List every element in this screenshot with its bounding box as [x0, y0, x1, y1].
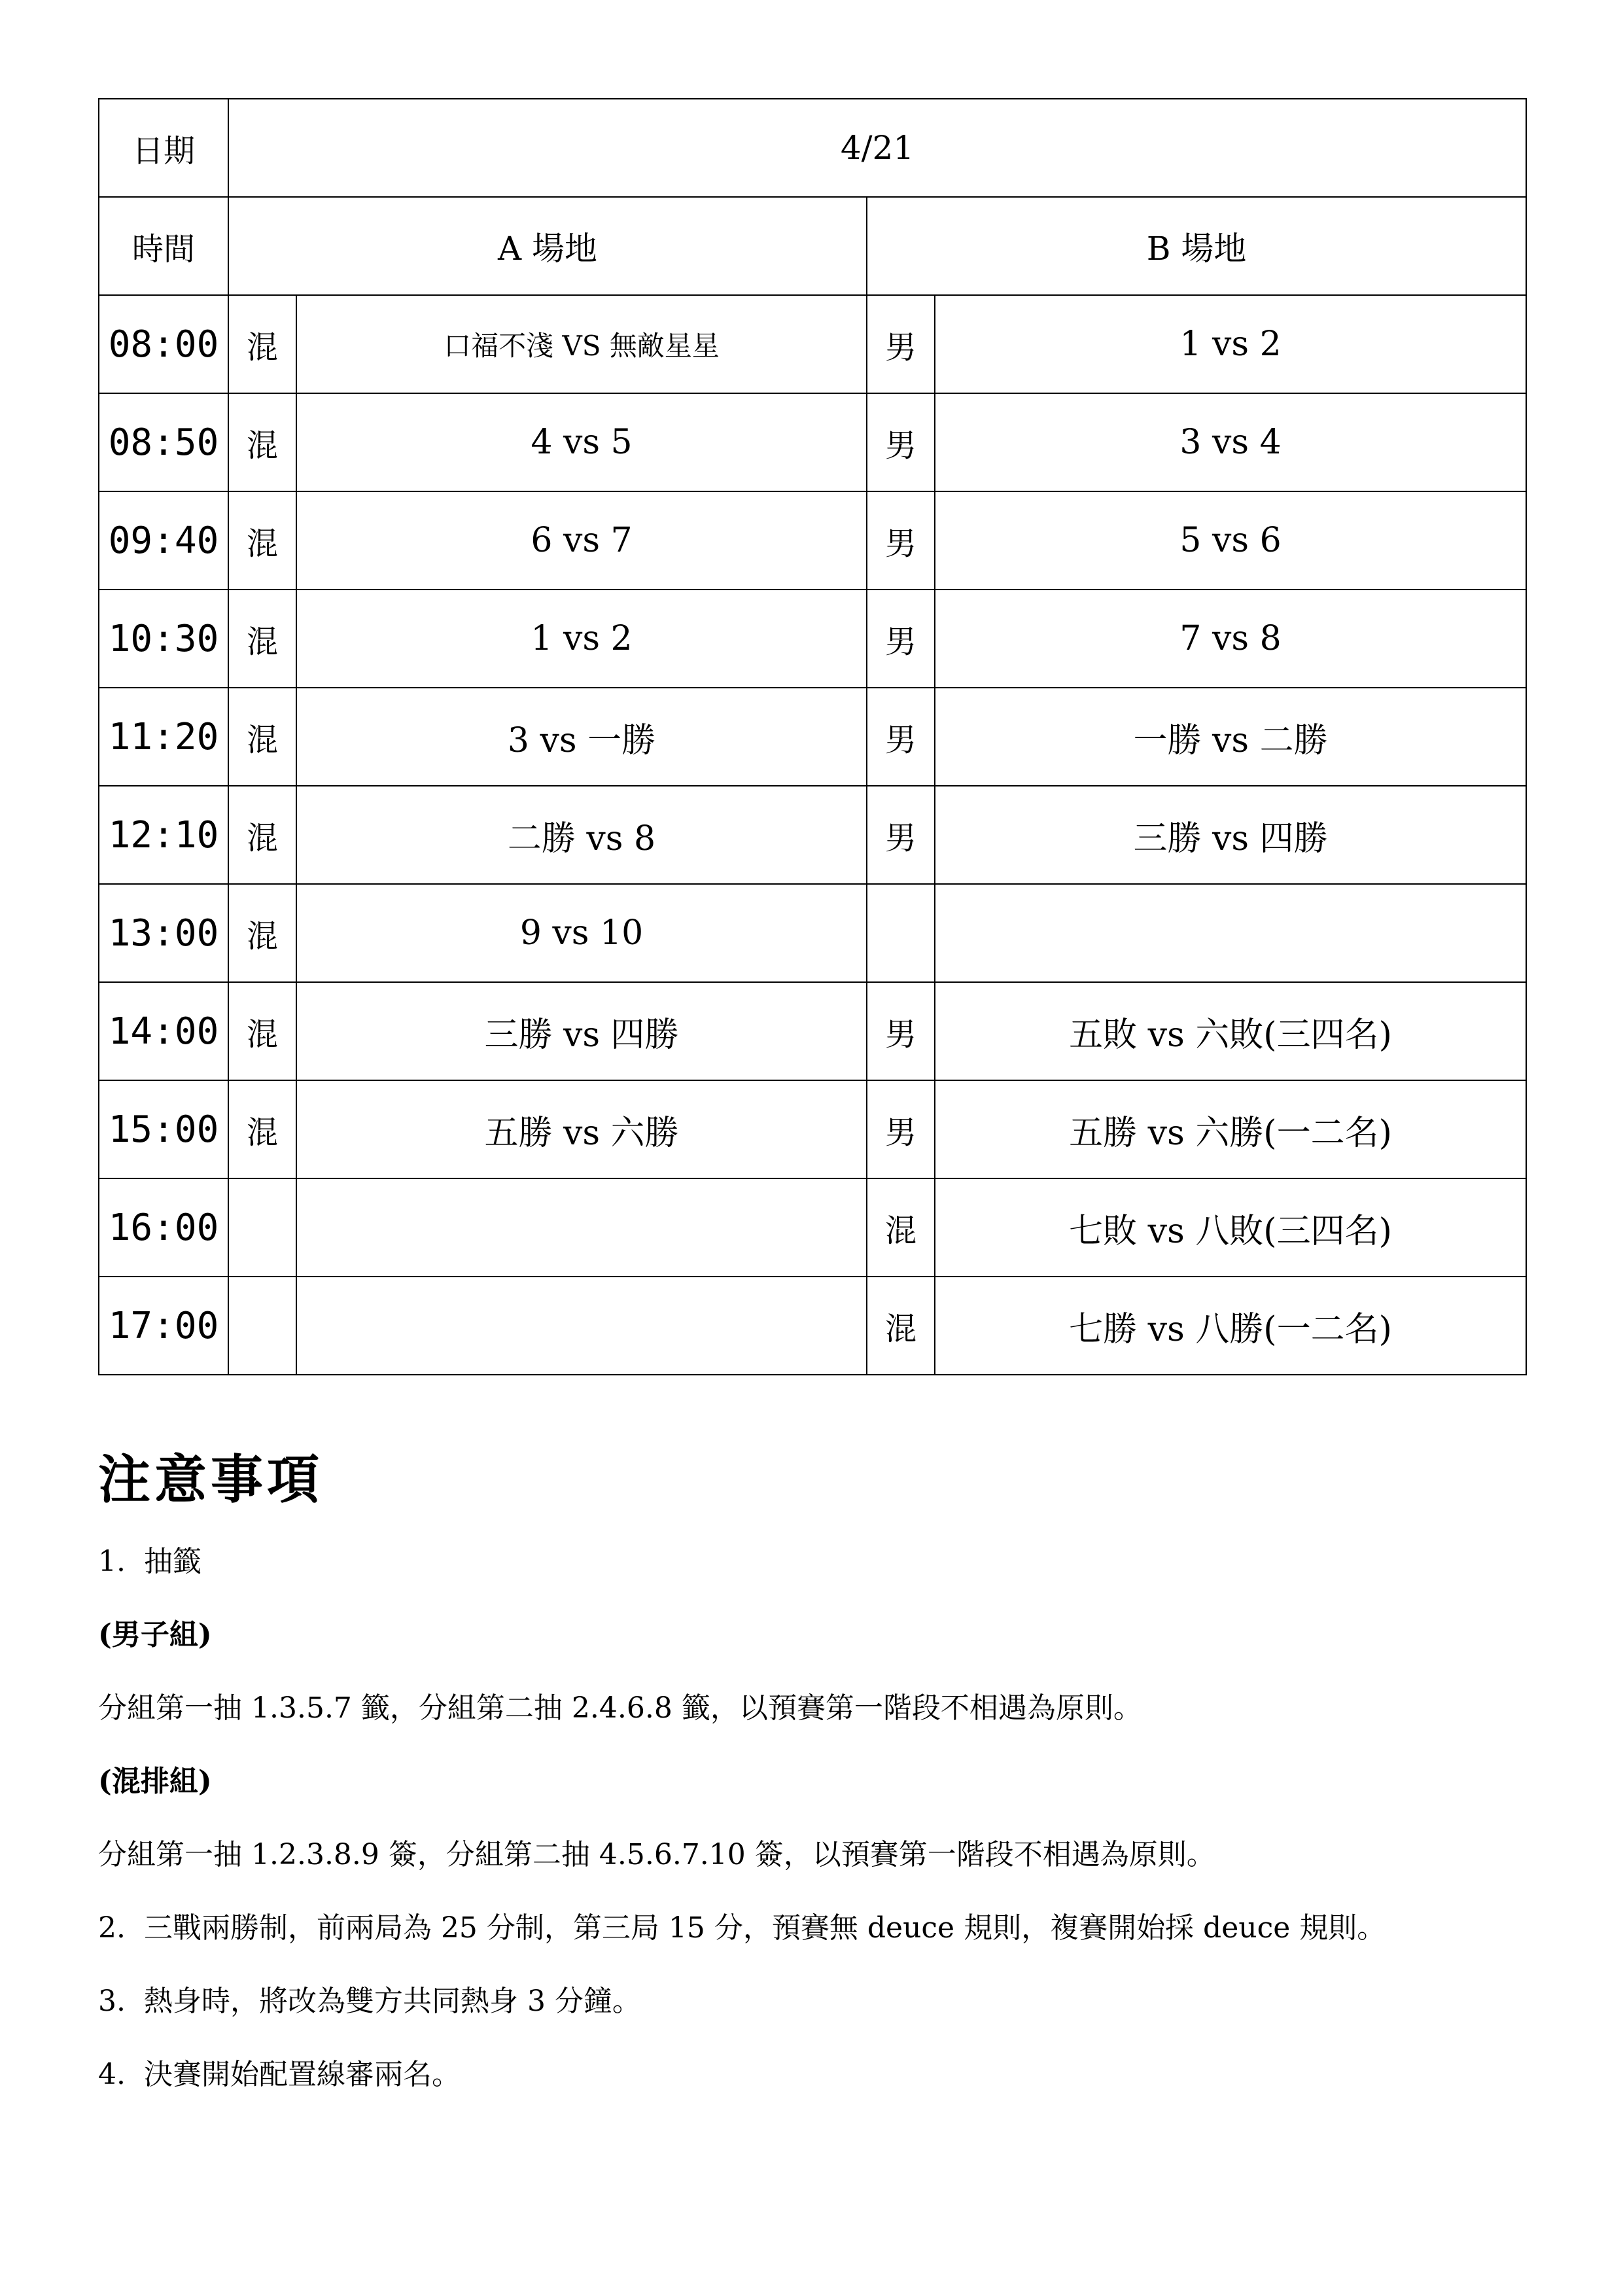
court-a-match-cell	[296, 1178, 867, 1277]
note-item-1: 1. 抽籤	[98, 1545, 201, 1578]
court-a-type-cell: 混	[228, 688, 296, 786]
note-item-4: 4. 決賽開始配置線審兩名。	[98, 2058, 461, 2091]
table-row	[99, 590, 1526, 688]
men-group-text: 分組第一抽 1.3.5.7 籤，分組第二抽 2.4.6.8 籤，以預賽第一階段不相遇為原則。	[98, 1691, 1142, 1725]
mixed-group-text: 分組第一抽 1.2.3.8.9 簽，分組第二抽 4.5.6.7.10 簽，以預賽第一階段不相遇為原則。	[98, 1838, 1215, 1871]
time-cell: 08:00	[99, 295, 228, 393]
court-b-match-cell: 5 vs 6	[935, 491, 1526, 590]
court-a-match-cell: 3 vs 一勝	[296, 688, 867, 786]
table-row	[99, 786, 1526, 884]
court-b-type-cell: 男	[867, 786, 935, 884]
notes-section	[98, 1449, 1526, 2130]
time-cell: 10:30	[99, 590, 228, 688]
header-row	[99, 197, 1526, 295]
court-b-match-cell: 一勝 vs 二勝	[935, 688, 1526, 786]
court-b-type-cell: 男	[867, 1080, 935, 1178]
time-cell: 08:50	[99, 393, 228, 491]
table-row	[99, 295, 1526, 393]
court-a-match-cell	[296, 1277, 867, 1375]
court-b-match-cell: 7 vs 8	[935, 590, 1526, 688]
court-b-type-cell: 男	[867, 590, 935, 688]
date-row	[99, 99, 1526, 197]
date-value: 4/21	[228, 99, 1526, 197]
court-b-type-cell: 男	[867, 393, 935, 491]
court-a-type-cell: 混	[228, 590, 296, 688]
table-row	[99, 491, 1526, 590]
notes-title: 注意事項	[98, 1449, 323, 1510]
court-a-match-cell: 二勝 vs 8	[296, 786, 867, 884]
court-a-match-cell: 三勝 vs 四勝	[296, 982, 867, 1080]
court-b-type-cell: 混	[867, 1277, 935, 1375]
court-a-match-cell: 口福不淺 VS 無敵星星	[296, 295, 867, 393]
table-row	[99, 688, 1526, 786]
court-b-type-cell: 男	[867, 982, 935, 1080]
court-a-type-cell	[228, 1277, 296, 1375]
court-a-match-cell: 4 vs 5	[296, 393, 867, 491]
time-cell: 16:00	[99, 1178, 228, 1277]
table-row	[99, 982, 1526, 1080]
table-row	[99, 884, 1526, 982]
date-label: 日期	[99, 99, 228, 197]
men-group-heading: (男子組)	[98, 1618, 212, 1651]
court-b-type-cell: 混	[867, 1178, 935, 1277]
schedule-table	[98, 98, 1527, 1375]
court-b-match-cell: 五敗 vs 六敗(三四名)	[935, 982, 1526, 1080]
time-cell: 15:00	[99, 1080, 228, 1178]
court-a-type-cell: 混	[228, 982, 296, 1080]
time-cell: 12:10	[99, 786, 228, 884]
note-item-2: 2. 三戰兩勝制，前兩局為 25 分制，第三局 15 分，預賽無 deuce 規則，複賽開始採 deuce 規則。	[98, 1911, 1386, 1945]
court-b-match-cell: 七勝 vs 八勝(一二名)	[935, 1277, 1526, 1375]
court-b-match-cell: 3 vs 4	[935, 393, 1526, 491]
table-row	[99, 1277, 1526, 1375]
court-a-type-cell: 混	[228, 295, 296, 393]
court-b-type-cell	[867, 884, 935, 982]
court-b-match-cell: 五勝 vs 六勝(一二名)	[935, 1080, 1526, 1178]
court-a-label: A 場地	[228, 197, 867, 295]
time-cell: 13:00	[99, 884, 228, 982]
court-a-type-cell: 混	[228, 1080, 296, 1178]
court-b-match-cell: 1 vs 2	[935, 295, 1526, 393]
court-a-type-cell: 混	[228, 884, 296, 982]
court-a-match-cell: 五勝 vs 六勝	[296, 1080, 867, 1178]
court-b-type-cell: 男	[867, 491, 935, 590]
time-cell: 17:00	[99, 1277, 228, 1375]
time-cell: 14:00	[99, 982, 228, 1080]
court-a-match-cell: 9 vs 10	[296, 884, 867, 982]
court-b-type-cell: 男	[867, 688, 935, 786]
time-label: 時間	[99, 197, 228, 295]
court-a-match-cell: 1 vs 2	[296, 590, 867, 688]
court-a-type-cell: 混	[228, 393, 296, 491]
court-b-match-cell: 七敗 vs 八敗(三四名)	[935, 1178, 1526, 1277]
time-cell: 09:40	[99, 491, 228, 590]
table-row	[99, 1080, 1526, 1178]
court-a-type-cell	[228, 1178, 296, 1277]
court-b-label: B 場地	[867, 197, 1526, 295]
court-b-match-cell: 三勝 vs 四勝	[935, 786, 1526, 884]
court-b-match-cell	[935, 884, 1526, 982]
court-a-type-cell: 混	[228, 491, 296, 590]
court-a-type-cell: 混	[228, 786, 296, 884]
table-row	[99, 393, 1526, 491]
court-b-type-cell: 男	[867, 295, 935, 393]
note-item-3: 3. 熱身時，將改為雙方共同熱身 3 分鐘。	[98, 1985, 641, 2018]
time-cell: 11:20	[99, 688, 228, 786]
table-row	[99, 1178, 1526, 1277]
court-a-match-cell: 6 vs 7	[296, 491, 867, 590]
mixed-group-heading: (混排組)	[98, 1765, 212, 1798]
